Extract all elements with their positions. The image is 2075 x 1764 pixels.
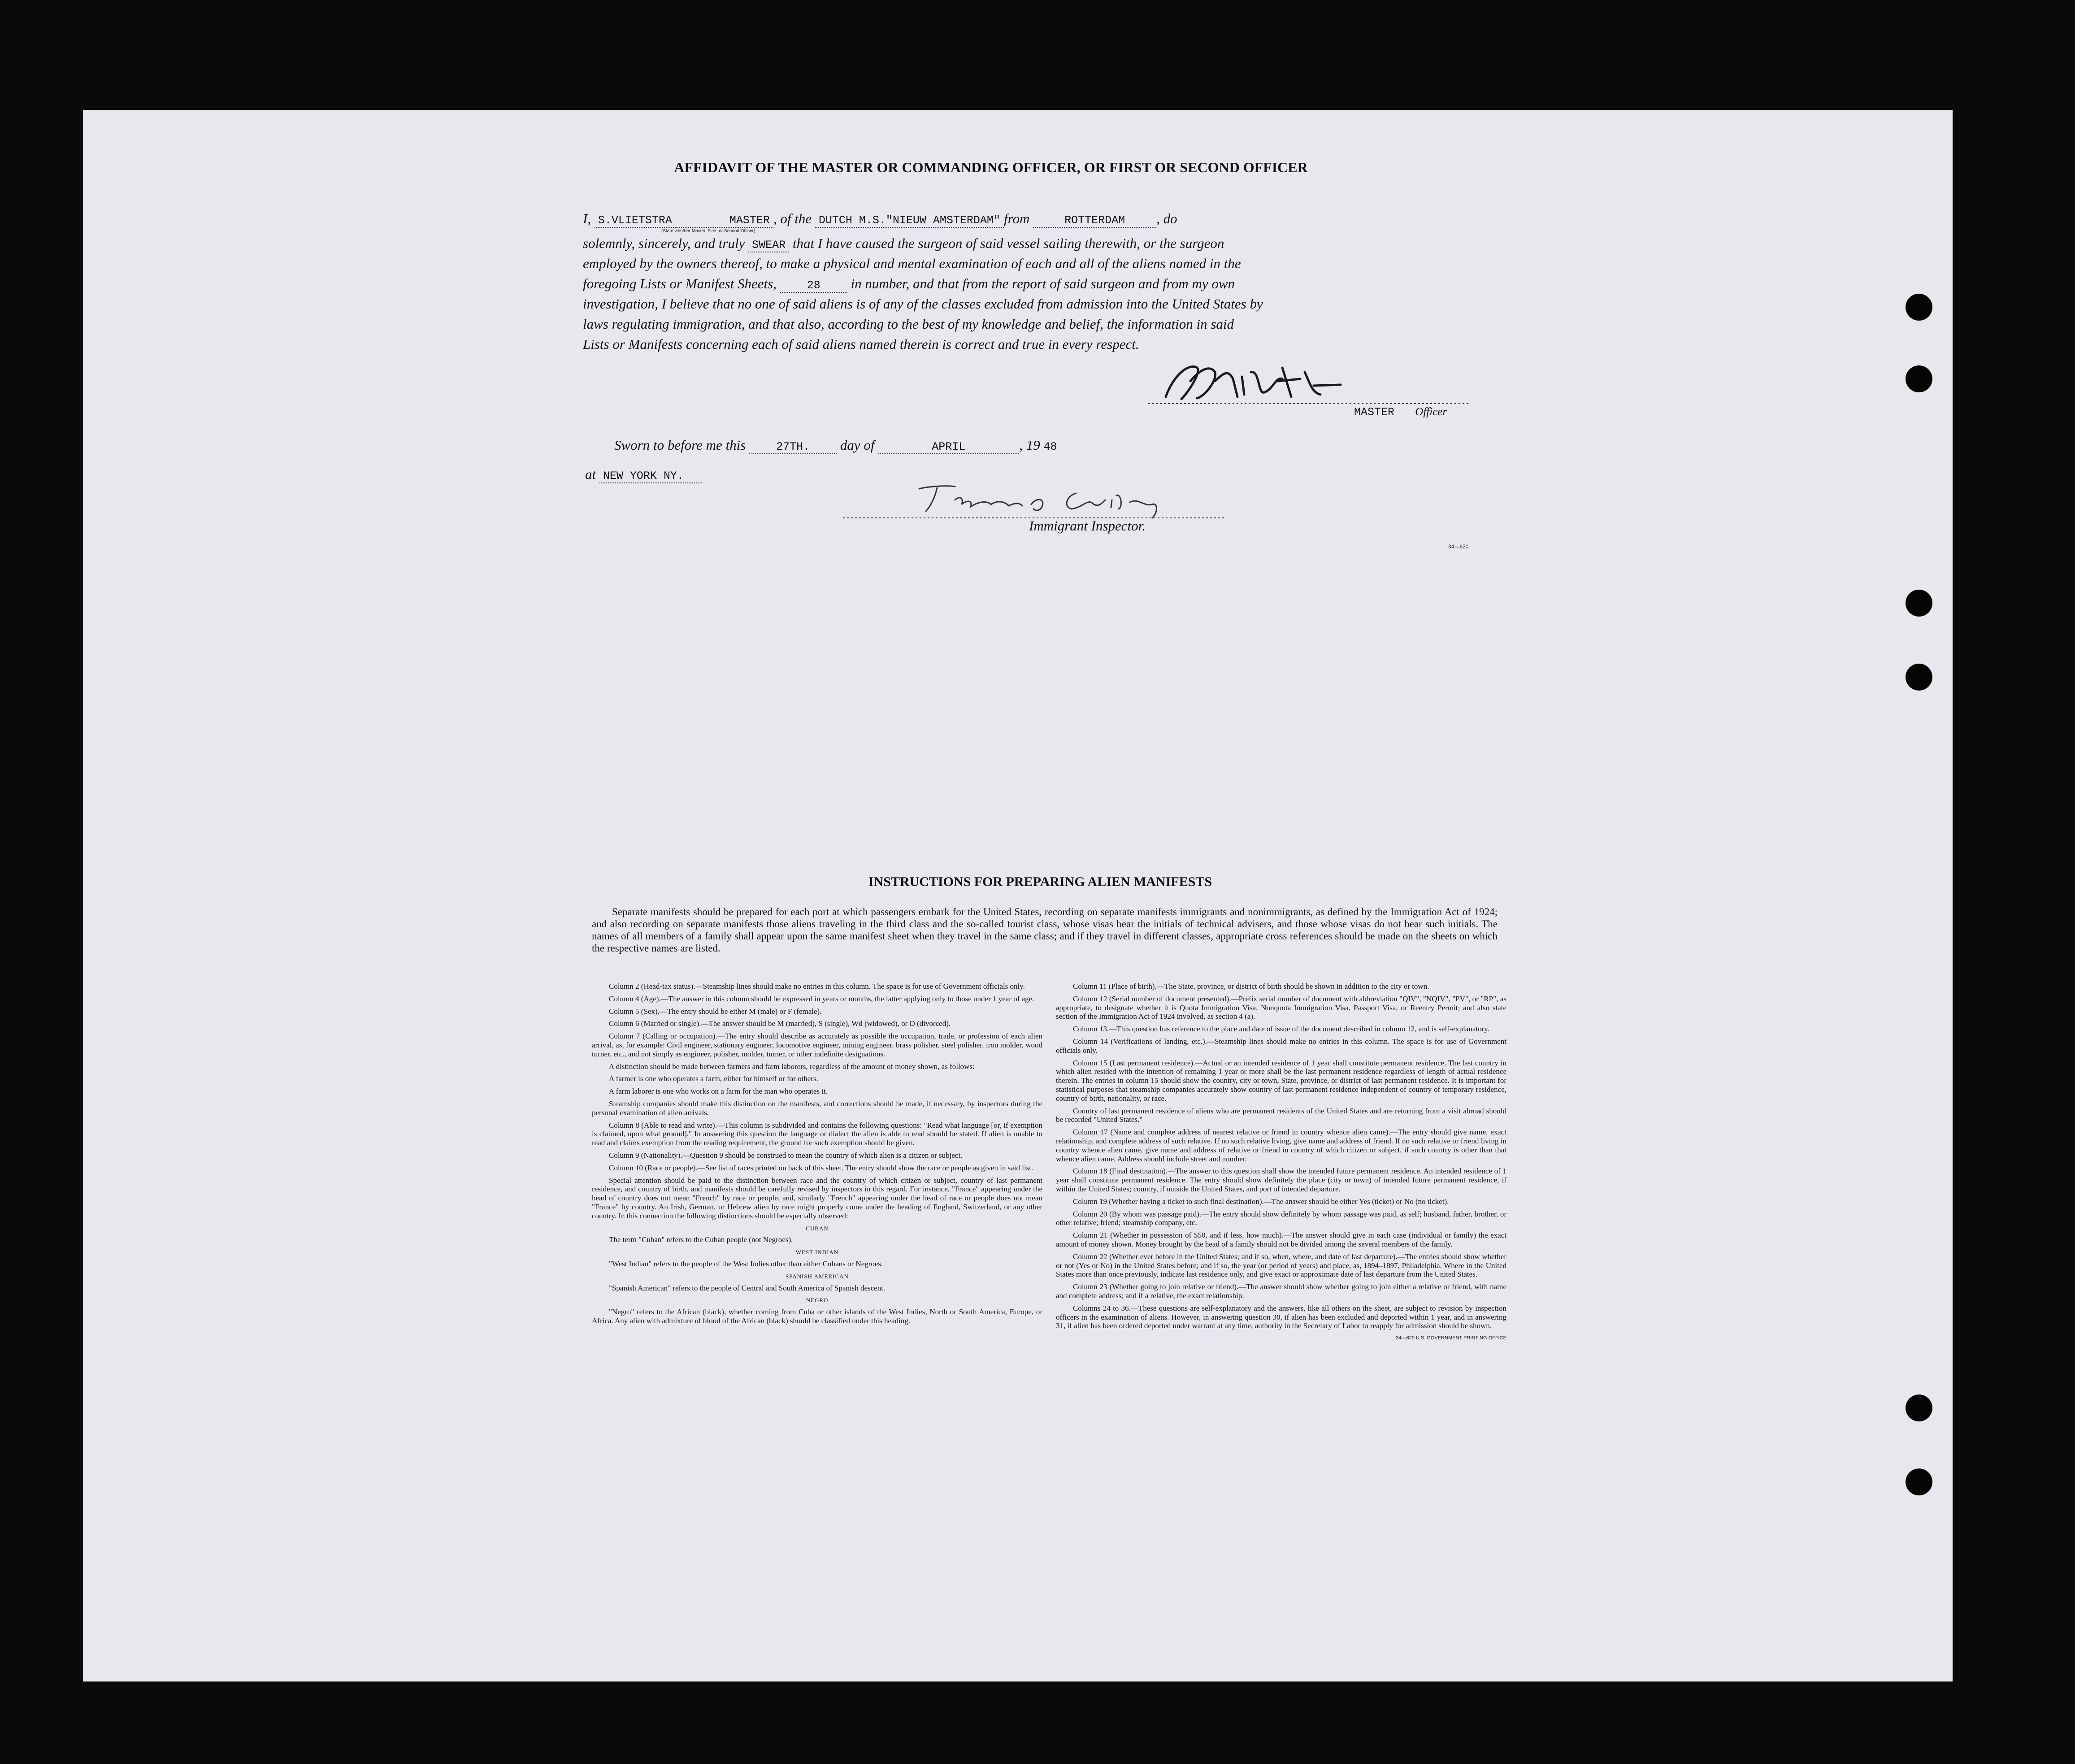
affidavit-title: AFFIDAVIT OF THE MASTER OR COMMANDING OFFICER, OR FIRST OR SECOND OFFICER — [674, 159, 1308, 175]
instruction-paragraph: Column 17 (Name and complete address of nearest relative or friend in country whence alien came).—The entry should give name, exact relationship, and complete address of such relative. If no such relative living, give name and address of friend. If no such relative or friend living in country whence alien came, give name and address of relative or friend in country of which citizen or subject, if such country is other than that whence alien came. Address should include street and number. — [1056, 1128, 1506, 1163]
sworn-text: day of — [840, 437, 875, 453]
master-name: S.VLIETSTRA — [595, 214, 676, 228]
affidavit-text: from — [1003, 211, 1030, 226]
instruction-paragraph: Column 19 (Whether having a ticket to such final destination).—The answer should be either Yes (ticket) or No (no ticket). — [1073, 1197, 1449, 1206]
instruction-paragraph: Column 7 (Calling or occupation).—The entry should describe as accurately as possible the occupation, trade, or profession of each alien arrival, as, for example: Civil engineer, stationary engineer, locomotive engineer, mining engineer, brass polisher, steel polisher, iron molder, wood turner, etc., and not simply as engineer, polisher, molder, turner, or other indefinite designations. — [592, 1032, 1042, 1058]
instruction-paragraph: Column 2 (Head-tax status).—Steamship lines should make no entries in this column. The space is for use of Government officials only. — [609, 982, 1025, 991]
instruction-paragraph: Column 10 (Race or people).—See list of races printed on back of this sheet. The entry should show the race or people as given in said list. — [609, 1163, 1033, 1172]
spanish-american-definition: "Spanish American" refers to the people of Central and South America of Spanish descent. — [609, 1283, 886, 1292]
sworn-text: Sworn to before me this — [614, 437, 746, 453]
instruction-paragraph: Column 5 (Sex).—The entry should be either M (male) or F (female). — [609, 1007, 822, 1016]
signer-rank: MASTER — [1354, 406, 1395, 419]
instruction-paragraph: Column 6 (Married or single).—The answer should be M (married), S (single), Wd (widowed), or D (divorced). — [609, 1019, 951, 1028]
affidavit-text: in number, and that from the report of said surgeon and from my own — [851, 276, 1235, 291]
affidavit-line-6: laws regulating immigration, and that also, according to the best of my knowledge and belief, the information in said — [583, 316, 1234, 332]
affidavit-text: that I have caused the surgeon of said vessel sailing therewith, or the surgeon — [792, 235, 1224, 251]
master-signature — [1148, 354, 1471, 408]
officer-rank: MASTER — [676, 214, 773, 228]
inspector-signature — [843, 480, 1224, 520]
punch-hole — [1906, 590, 1932, 617]
affidavit-line-1 — [583, 211, 1491, 227]
instruction-paragraph: Column 22 (Whether ever before in the United States; and if so, when, where, and date of last departure).—The entries should show whether or not (Yes or No) in the United States before; and if so, the year (or period of years) and place, as, 1894–1897, Philadelphia. Where in the United States more than once previously, indicate last residence only, and give exact or approximate date of last departure from the United States. — [1056, 1252, 1506, 1279]
instructions-title: INSTRUCTIONS FOR PREPARING ALIEN MANIFESTS — [868, 874, 1212, 889]
sworn-place: NEW YORK NY. — [599, 469, 702, 483]
instruction-paragraph: Column 23 (Whether going to join relative or friend).—The answer should show whether going to join either a relative or friend, with name and complete address; and if a relative, the exact relationship. — [1056, 1282, 1506, 1300]
west-indian-definition: "West Indian" refers to the people of the West Indies other than either Cubans or Negroes. — [609, 1259, 883, 1268]
punch-hole — [1906, 294, 1932, 321]
sworn-day: 27TH. — [749, 440, 837, 454]
instruction-paragraph: Column 13.—This question has reference to the place and date of issue of the document described in column 12, and is self-explanatory. — [1073, 1025, 1489, 1034]
instruction-paragraph: Column 9 (Nationality).—Question 9 should be construed to mean the country of which alien is a citizen or subject. — [609, 1151, 963, 1160]
affidavit-line-2 — [583, 235, 1491, 252]
negro-definition: "Negro" refers to the African (black), whether coming from Cuba or other islands of the West Indies, North or South America, Europe, or Africa. Any alien with admixture of blood of the African (black) should be classified under this heading. — [592, 1308, 1042, 1325]
cuban-heading: CUBAN — [806, 1225, 829, 1232]
instruction-paragraph: A distinction should be made between farmers and farm laborers, regardless of the amount of money shown, as follows: — [609, 1062, 975, 1071]
affidavit-text: , do — [1156, 211, 1177, 226]
cuban-definition: The term "Cuban" refers to the Cuban people (not Negroes). — [609, 1235, 793, 1244]
negro-heading: NEGRO — [806, 1297, 829, 1304]
instruction-paragraph: Country of last permanent residence of aliens who are permanent residents of the United States and are returning from a visit abroad should be recorded "United States." — [1056, 1106, 1506, 1124]
affidavit-text: , of the — [773, 211, 812, 226]
spanish-american-heading: SPANISH AMERICAN — [786, 1273, 849, 1280]
affidavit-line-4 — [583, 276, 1491, 292]
instruction-paragraph: Special attention should be paid to the distinction between race and the country of which citizen or subject, country of last permanent residence, and country of birth, and manifests should be carefully revised by inspectors in this regard. For instance, "France" appearing under the head of country does not mean "French" by race or people, and, similarly "French" appearing under the head of race or people does not mean "France" by country. An Irish, German, or Hebrew alien by race might properly come under the heading of England, Switzerland, or any other country. In this connection the following distinctions should be especially observed: — [592, 1176, 1042, 1220]
printing-office-footer: 34—620 U.S. GOVERNMENT PRINTING OFFICE — [1396, 1335, 1506, 1341]
punch-hole — [1906, 1469, 1932, 1495]
sworn-month: APRIL — [878, 440, 1019, 454]
instructions-left-column — [592, 982, 1042, 1329]
vessel-name: DUTCH M.S."NIEUW AMSTERDAM" — [815, 214, 1004, 228]
sworn-year: 48 — [1043, 440, 1057, 453]
instruction-paragraph: Steamship companies should make this distinction on the manifests, and corrections should be made, if necessary, by inspectors during the personal examination of alien arrivals. — [592, 1099, 1042, 1117]
west-indian-heading: WEST INDIAN — [795, 1249, 839, 1256]
at-label: at — [585, 466, 596, 482]
instruction-paragraph: Column 15 (Last permanent residence).—Actual or an intended residence of 1 year shall constitute permanent residence. The last country in which alien resided with the intention of remaining 1 year or more shall be the last permanent residence regardless of length of actual residence therein. The entries in column 15 should show the country, city or town, State, province, or district of last permanent residence. It is important for statistical purposes that steamship companies accurately show country of last permanent residence independent of country of temporary residence, country of birth, nationality, or race. — [1056, 1058, 1506, 1103]
instruction-paragraph: Column 12 (Serial number of document presented).—Prefix serial number of document with abbreviation "QIV", "NQIV", "PV", or "RP", as appropriate, to designate whether it is Quota Immigration Visa, Nonquota Immigration Visa, Passport Visa, or Reentry Permit; and also state section of the Immigration Act of 1924 involved, as section 4 (a). — [1056, 994, 1506, 1021]
sworn-text: , 19 — [1019, 437, 1040, 453]
inspector-title: Immigrant Inspector. — [1029, 518, 1146, 534]
sheet-count: 28 — [780, 279, 847, 293]
affidavit-line-5: investigation, I believe that no one of said aliens is of any of the classes excluded from admission into the United States by — [583, 296, 1263, 312]
affidavit-text: solemnly, sincerely, and truly — [583, 235, 745, 251]
sworn-line — [614, 437, 1057, 453]
affidavit-text: I, — [583, 211, 591, 226]
punch-hole — [1906, 365, 1932, 392]
instruction-paragraph: Column 4 (Age).—The answer in this column should be expressed in years or months, the latter applying only to those under 1 year of age. — [609, 994, 1034, 1003]
affidavit-line-7: Lists or Manifests concerning each of said aliens named therein is correct and true in every respect. — [583, 336, 1139, 352]
instruction-paragraph: Column 18 (Final destination).—The answer to this question shall show the intended future permanent residence. An intended residence of 1 year shall constitute permanent residence. The entry should show definitely the place (city or town) of intended future permanent residence, if within the United States; country, if outside the United States, and port of intended departure. — [1056, 1167, 1506, 1193]
form-number: 34—620 — [1448, 543, 1469, 550]
affidavit-line-3: employed by the owners thereof, to make a physical and mental examination of each and all of the aliens named in the — [583, 256, 1241, 271]
sworn-at-line — [585, 466, 702, 482]
signer-title — [1354, 406, 1447, 419]
punch-hole — [1906, 1395, 1932, 1421]
officer-suffix: Officer — [1415, 406, 1447, 418]
instructions-right-column — [1056, 982, 1506, 1347]
instruction-paragraph: Columns 24 to 36.—These questions are self-explanatory and the answers, like all others on the sheet, are subject to revision by inspection officers in the examination of aliens. However, in answering question 30, if alien has been excluded and deported within 1 year, and in answering 31, if alien has been ordered deported under warrant at any time, authority in the Secretary of Labor to reapply for admission should be shown. — [1056, 1303, 1506, 1330]
instructions-intro: Separate manifests should be prepared for each port at which passengers embark for the United States, recording on separate manifests immigrants and nonimmigrants, as defined by the Immigration Act of 1924; and also recording on separate manifests those aliens traveling in the third class and the so-called tourist class, whose visas bear the initials of technical advisers, and those whose visas do not bear such initials. The names of all members of a family shall appear upon the same manifest sheet when they travel in the same class; and if they travel in different classes, appropriate cross references should be made on the sheets on which the respective names are listed. — [592, 906, 1498, 954]
punch-hole — [1906, 664, 1932, 691]
oath-word: SWEAR — [748, 239, 789, 252]
instruction-paragraph: Column 21 (Whether in possession of $50, and if less, how much).—The answer should give in each case (individual or family) the exact amount of money shown. Money brought by the head of a family should not be divided among the several members of the family. — [1056, 1231, 1506, 1248]
instruction-paragraph: A farm laborer is one who works on a farm for the man who operates it. — [609, 1087, 828, 1096]
instruction-paragraph: Column 14 (Verifications of landing, etc.).—Steamship lines should make no entries in this column. The space is for use of Government officials only. — [1056, 1037, 1506, 1055]
affidavit-text: foregoing Lists or Manifest Sheets, — [583, 276, 777, 291]
instruction-paragraph: A farmer is one who operates a farm, either for himself or for others. — [609, 1074, 818, 1083]
instruction-paragraph: Column 11 (Place of birth).—The State, province, or district of birth should be shown in addition to the city or town. — [1073, 982, 1429, 991]
instruction-paragraph: Column 20 (By whom was passage paid).—The entry should show definitely by whom passage was paid, as self; husband, father, brother, or other relative; friend; steamship company, etc. — [1056, 1209, 1506, 1227]
departure-port: ROTTERDAM — [1033, 214, 1156, 228]
rank-hint: (State whether Master, First, or Second Officer) — [661, 229, 755, 234]
instruction-paragraph: Column 8 (Able to read and write).—This column is subdivided and contains the following questions: "Read what language [or, if exemption is claimed, upon what ground]." In answering this question the language or dialect the alien is able to read should be stated. If alien is unable to read and claims exemption from the reading requirement, the ground for such exemption should be given. — [592, 1121, 1042, 1147]
